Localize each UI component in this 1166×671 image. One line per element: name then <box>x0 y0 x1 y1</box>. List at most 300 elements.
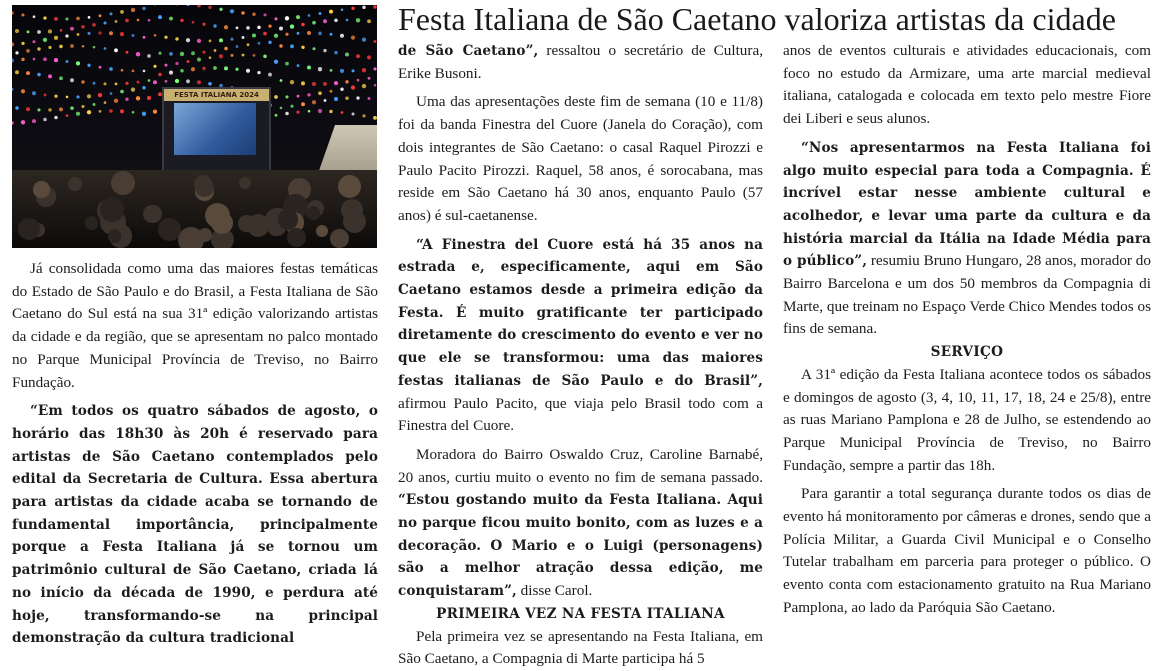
light-bulb <box>230 9 234 13</box>
light-bulb <box>175 37 178 40</box>
crowd-head <box>195 178 214 197</box>
light-bulb <box>334 81 338 85</box>
light-bulb <box>285 33 288 36</box>
light-bulb <box>301 23 304 26</box>
light-bulb <box>362 68 366 72</box>
light-bulb <box>81 25 84 28</box>
light-bulb <box>164 36 167 39</box>
light-bulb <box>59 76 63 80</box>
light-bulb <box>109 67 113 71</box>
light-bulb <box>275 114 278 117</box>
crowd-head <box>338 175 361 198</box>
light-bulb <box>27 30 30 33</box>
article-column-1 <box>12 258 378 650</box>
light-bulb <box>329 10 333 14</box>
light-bulb <box>26 107 30 111</box>
light-bulb <box>290 80 294 84</box>
light-bulb <box>280 79 283 82</box>
crowd-head <box>108 229 122 243</box>
light-bulb <box>187 60 190 63</box>
festival-stage <box>162 87 271 181</box>
light-bulb <box>351 36 355 40</box>
light-bulb <box>356 54 360 58</box>
light-bulb <box>43 16 46 19</box>
light-bulb <box>15 29 19 33</box>
light-bulb <box>93 82 96 85</box>
article-column-3 <box>783 40 1151 620</box>
light-bulb <box>297 64 300 67</box>
paragraph: A 31ª edição da Festa Italiana acontece todos os sábados e domingos de agosto (3, 4, 10, 11, 17, 18, 24 e 25/8), entre as ruas Mariano Pamplona e 28 de Julho, se estendendo ao Parque Municipal Província de Treviso, no Bairro Fundação, sempre a partir das 18h. <box>783 364 1151 478</box>
paragraph <box>398 444 763 603</box>
light-bulb <box>323 19 327 23</box>
light-bulb <box>70 27 74 31</box>
light-bulb <box>143 70 146 73</box>
crowd <box>12 170 377 248</box>
quote-paragraph <box>12 400 378 650</box>
light-bulb <box>121 69 124 72</box>
light-bulb <box>147 96 151 100</box>
light-bulb <box>351 85 355 89</box>
article-column-2 <box>398 40 763 671</box>
paragraph: Para garantir a total segurança durante todos os dias de evento há monitoramento por câmeras e drones, sendo que a Polícia Militar, a Guarda Civil Municipal e o Conselho Tutelar trabalham em parceria para proteger o público. O evento conta com estacionamento gratuito na Rua Mariano Pamplona, ao lado da Paróquia São Caetano. <box>783 483 1151 619</box>
light-bulb <box>346 19 349 22</box>
light-bulb <box>33 15 36 18</box>
light-bulb <box>368 97 371 100</box>
light-bulb <box>66 114 69 117</box>
light-bulb <box>341 8 344 11</box>
light-bulb <box>312 21 316 25</box>
light-bulb <box>115 82 118 85</box>
light-bulb <box>70 78 74 82</box>
crowd-head <box>33 181 49 197</box>
light-bulb <box>301 102 305 106</box>
light-bulb <box>268 73 272 77</box>
light-bulb <box>87 64 90 67</box>
light-bulb <box>12 42 14 46</box>
paragraph: Uma das apresentações deste fim de semana (10 e 11/8) foi da banda Finestra del Cuore (Janela do Coração), com dois integrantes de São Caetano: o casal Raquel Pirozzi e Paulo Pacito Pirozzi. Raquel, 58 anos, é sorocabana, mas reside em São Caetano há 30 anos, enquanto Paulo (57 anos) é sul-caetanense. <box>398 91 763 227</box>
light-bulb <box>351 7 354 10</box>
light-bulb <box>158 73 162 77</box>
light-bulb <box>362 6 365 9</box>
light-bulb <box>76 112 80 116</box>
light-bulb <box>175 79 179 83</box>
light-bulb <box>98 93 102 97</box>
light-bulb <box>114 48 118 52</box>
attribution: disse Carol. <box>517 582 593 599</box>
light-bulb <box>362 114 365 117</box>
light-bulb <box>131 8 135 12</box>
light-bulb <box>214 49 217 52</box>
light-bulb <box>263 13 266 16</box>
light-bulb <box>241 11 244 14</box>
light-bulb <box>268 41 271 44</box>
light-bulb <box>374 84 377 87</box>
light-bulb <box>21 89 25 93</box>
light-bulb <box>21 42 24 45</box>
light-bulb <box>131 34 134 37</box>
light-bulb <box>26 49 30 53</box>
subheading: SERVIÇO <box>783 341 1151 364</box>
light-bulb <box>340 69 344 73</box>
light-bulb <box>137 81 140 84</box>
light-bulb <box>148 19 151 22</box>
light-bulb <box>236 26 239 29</box>
attribution: afirmou Paulo Pacito, que viaja pelo Brasil todo com a Finestra del Cuore. <box>398 395 763 435</box>
light-bulb <box>126 51 129 54</box>
crowd-head <box>178 227 204 248</box>
paragraph: Pela primeira vez se apresentando na Festa Italiana, em São Caetano, a Compagnia di Marte participa há 5 <box>398 626 763 671</box>
light-bulb <box>147 54 151 58</box>
crowd-head <box>68 177 82 191</box>
light-bulb <box>279 44 282 47</box>
paragraph: Já consolidada como uma das maiores festas temáticas do Estado de São Paulo e do Brasil, a Festa Italiana de São Caetano do Sul está na sua 31ª edição valorizando artistas da cidade e da região, que se apresentam no palco montado no Parque Municipal Província de Treviso, no Bairro Fundação. <box>12 258 378 394</box>
quote-paragraph <box>783 137 1151 341</box>
light-bulb <box>21 120 25 124</box>
light-bulb <box>109 109 113 113</box>
light-bulb <box>280 107 283 110</box>
light-bulb <box>307 93 310 96</box>
light-bulb <box>110 12 113 15</box>
light-bulb <box>54 116 57 119</box>
light-bulb <box>219 54 223 58</box>
light-bulb <box>109 31 113 35</box>
light-bulb <box>236 45 239 48</box>
light-bulb <box>279 26 283 30</box>
light-bulb <box>285 16 289 20</box>
light-bulb <box>330 33 333 36</box>
light-bulb <box>202 51 205 54</box>
light-bulb <box>104 101 107 104</box>
light-bulb <box>208 6 211 9</box>
light-bulb <box>120 109 124 113</box>
light-bulb <box>357 79 360 82</box>
crowd-head <box>158 218 181 241</box>
light-bulb <box>323 49 326 52</box>
light-bulb <box>12 121 14 124</box>
light-bulb <box>110 92 113 95</box>
light-bulb <box>87 94 91 98</box>
light-bulb <box>136 96 140 100</box>
quote-text: “Nos apresentarmos na Festa Italiana foi algo muito especial para toda a Compagnia. É incrível estar nesse ambiente cultural e acolhedor, e levar uma parte da cultura e da história marcial da Itália na Idade Média para o público”, <box>783 140 1151 270</box>
light-bulb <box>54 17 58 21</box>
light-bulb <box>65 34 68 37</box>
light-bulb <box>318 31 322 35</box>
light-bulb <box>44 94 47 97</box>
light-bulb <box>197 57 201 61</box>
light-bulb <box>180 52 184 56</box>
quote-text: “Estou gostando muito da Festa Italiana. Aqui no parque ficou muito bonito, com as luzes e a decoração. O Mario e o Luigi (personagens) são a melhor atração dessa edição, me conquistaram”, <box>398 492 763 599</box>
quote-text: “A Finestra del Cuore está há 35 anos na estrada e, especificamente, aqui em São Caetano estamos desde a primeira edição da Festa. É muito gratificante ter participado diretamente do crescimento do evento e ver no que ele se transformou: uma das maiores festas italianas de São Paulo e do Brasil”, <box>398 237 763 389</box>
crowd-head <box>18 218 40 240</box>
light-bulb <box>125 98 128 101</box>
light-bulb <box>32 119 36 123</box>
light-bulb <box>330 69 333 72</box>
light-bulb <box>334 97 338 101</box>
light-bulb <box>202 67 205 70</box>
light-bulb <box>88 16 91 19</box>
light-bulb <box>345 53 349 57</box>
light-bulb <box>48 46 51 49</box>
light-bulb <box>356 18 360 22</box>
crowd-head <box>306 206 320 220</box>
light-bulb <box>257 26 260 29</box>
light-bulb <box>351 69 354 72</box>
light-bulb <box>285 112 289 116</box>
light-bulb <box>242 54 245 57</box>
light-bulb <box>26 71 30 75</box>
light-bulb <box>252 34 256 38</box>
crowd-head <box>330 229 349 248</box>
light-bulb <box>373 67 376 70</box>
light-bulb <box>197 39 201 43</box>
light-bulb <box>21 58 24 61</box>
light-bulb <box>224 25 228 29</box>
light-bulb <box>307 31 311 35</box>
light-bulb <box>120 10 124 14</box>
light-bulb <box>81 105 84 108</box>
light-bulb <box>246 26 249 29</box>
light-bulb <box>247 43 250 46</box>
light-bulb <box>143 36 146 39</box>
light-bulb <box>114 99 118 103</box>
light-bulb <box>92 23 95 26</box>
light-bulb <box>142 7 146 11</box>
light-bulb <box>158 52 161 55</box>
light-bulb <box>224 47 228 51</box>
light-bulb <box>92 103 95 106</box>
light-bulb <box>137 19 140 22</box>
light-bulb <box>33 58 36 61</box>
light-bulb <box>219 38 223 42</box>
light-bulb <box>312 100 316 104</box>
light-bulb <box>373 116 377 120</box>
light-bulb <box>158 15 162 19</box>
light-bulb <box>48 74 52 78</box>
light-bulb <box>274 34 278 38</box>
light-bulb <box>209 40 212 43</box>
light-bulb <box>15 106 18 109</box>
quote-text: “Em todos os quatro sábados de agosto, o horário das 18h30 às 20h é reservado para artistas de São Caetano contemplados pelo edital da Secretaria de Cultura. Essa abertura para artistas da cidade acaba se tornando de fundamental importância, principalmente porque a Festa Italiana já se tornou um patrimônio cultural de São Caetano, criada lá no início da década de 1990, e perdura até hoje, transformando-se na principal demonstração da cultura tradicional <box>12 403 378 646</box>
attribution: resumiu Bruno Hungaro, 28 anos, morador do Bairro Barcelona e um dos 50 membros da Compagnia di Marte, que treinam no Espaço Verde Chico Mendes todos os fins de semana. <box>783 252 1151 337</box>
light-bulb <box>81 80 84 83</box>
light-bulb <box>308 14 311 17</box>
light-bulb <box>297 95 300 98</box>
light-bulb <box>43 38 47 42</box>
light-bulb <box>43 118 47 122</box>
light-bulb <box>21 13 24 16</box>
light-bulb <box>148 79 151 82</box>
light-bulb <box>192 21 195 24</box>
light-bulb <box>99 66 102 69</box>
light-bulb <box>258 42 261 45</box>
light-bulb <box>70 106 74 110</box>
light-bulb <box>54 36 58 40</box>
light-bulb <box>60 29 63 32</box>
light-bulb <box>186 79 190 83</box>
light-bulb <box>202 23 205 26</box>
light-bulb <box>65 17 68 20</box>
light-bulb <box>296 15 300 19</box>
light-bulb <box>169 17 173 21</box>
paragraph <box>398 40 763 85</box>
light-bulb <box>373 40 376 43</box>
light-bulb <box>246 69 250 73</box>
light-bulb <box>153 109 157 113</box>
light-bulb <box>15 70 19 74</box>
light-bulb <box>345 97 348 100</box>
light-bulb <box>43 57 47 61</box>
crowd-head <box>239 177 252 190</box>
light-bulb <box>268 24 271 27</box>
light-bulb <box>12 11 14 14</box>
light-bulb <box>180 69 184 73</box>
light-bulb <box>115 20 118 23</box>
light-bulb <box>82 45 85 48</box>
light-bulb <box>120 32 124 36</box>
light-bulb <box>142 86 146 90</box>
light-bulb <box>312 47 315 50</box>
light-bulb <box>125 82 128 85</box>
light-bulb <box>103 21 106 24</box>
light-bulb <box>312 82 316 86</box>
light-bulb <box>274 95 278 99</box>
light-bulb <box>132 70 135 73</box>
light-bulb <box>153 80 157 84</box>
light-bulb <box>219 8 222 11</box>
light-bulb <box>213 24 216 27</box>
light-bulb <box>104 47 107 50</box>
light-bulb <box>356 96 359 99</box>
quote-paragraph <box>398 234 763 438</box>
light-bulb <box>341 111 344 114</box>
light-bulb <box>32 40 35 43</box>
light-bulb <box>48 108 51 111</box>
light-bulb <box>37 73 41 77</box>
light-bulb <box>154 34 157 37</box>
light-bulb <box>242 36 245 39</box>
light-bulb <box>180 19 183 22</box>
light-bulb <box>340 34 344 38</box>
light-bulb <box>103 82 106 85</box>
light-bulb <box>197 5 201 7</box>
light-bulb <box>230 38 233 41</box>
crowd-head <box>111 171 135 195</box>
light-bulb <box>65 60 68 63</box>
light-bulb <box>351 113 354 116</box>
light-bulb <box>142 112 146 116</box>
light-bulb <box>263 54 267 58</box>
crowd-head <box>316 225 328 237</box>
light-bulb <box>285 95 288 98</box>
light-bulb <box>318 109 322 113</box>
light-bulb <box>224 66 228 70</box>
light-bulb <box>186 38 190 42</box>
light-bulb <box>12 59 14 63</box>
crowd-head <box>100 197 124 221</box>
crowd-head <box>85 216 99 230</box>
light-bulb <box>297 32 300 35</box>
light-bulb <box>252 12 255 15</box>
light-bulb <box>263 32 267 36</box>
article-headline: Festa Italiana de São Caetano valoriza artistas da cidade <box>398 0 1158 38</box>
quote-text: de São Caetano”, <box>398 43 538 59</box>
light-bulb <box>197 80 201 84</box>
light-bulb <box>301 46 304 49</box>
light-bulb <box>37 108 40 111</box>
light-bulb <box>329 110 332 113</box>
light-bulb <box>59 45 63 49</box>
light-bulb <box>307 66 311 70</box>
light-bulb <box>285 62 289 66</box>
paragraph: anos de eventos culturais e atividades educacionais, com foco no estudo da Armizare, uma arte marcial medieval italiana, catalogada e colocada em texto pelo mestre Fiore dei Liberi e seus alunos. <box>783 40 1151 131</box>
light-bulb <box>362 84 366 88</box>
light-bulb <box>191 67 195 71</box>
paragraph-lead: Moradora do Bairro Oswaldo Cruz, Caroline Barnabé, 20 anos, curtiu muito o evento no fim de semana passado. <box>398 446 763 486</box>
light-bulb <box>175 62 178 65</box>
light-bulb <box>37 30 41 34</box>
light-bulb <box>319 12 322 15</box>
light-bulb <box>76 61 80 65</box>
light-bulb <box>15 51 18 54</box>
light-bulb <box>368 77 371 80</box>
light-bulb <box>323 82 327 86</box>
light-bulb <box>87 32 90 35</box>
light-bulb <box>48 29 52 33</box>
light-bulb <box>296 110 299 113</box>
light-bulb <box>330 90 333 93</box>
light-bulb <box>70 44 74 48</box>
light-bulb <box>191 51 195 55</box>
light-bulb <box>125 19 129 23</box>
light-bulb <box>54 95 57 98</box>
light-bulb <box>76 95 79 98</box>
light-bulb <box>318 91 322 95</box>
light-bulb <box>290 24 294 28</box>
crowd-head <box>341 199 363 221</box>
light-bulb <box>209 56 212 59</box>
light-bulb <box>367 19 371 23</box>
light-bulb <box>59 107 63 111</box>
light-bulb <box>274 17 277 20</box>
light-bulb <box>54 58 58 62</box>
light-bulb <box>164 64 167 67</box>
light-bulb <box>345 80 348 83</box>
light-bulb <box>257 71 260 74</box>
crowd-head <box>143 205 162 224</box>
light-bulb <box>131 87 135 91</box>
light-bulb <box>98 31 101 34</box>
light-bulb <box>66 96 69 99</box>
light-bulb <box>165 80 168 83</box>
light-bulb <box>290 105 293 108</box>
crowd-head <box>278 209 299 230</box>
light-bulb <box>136 52 140 56</box>
light-bulb <box>253 54 256 57</box>
light-bulb <box>334 19 337 22</box>
light-bulb <box>93 46 96 49</box>
light-bulb <box>301 81 305 85</box>
light-bulb <box>367 55 371 59</box>
light-bulb <box>290 44 294 48</box>
light-bulb <box>99 110 102 113</box>
light-bulb <box>373 5 376 8</box>
light-bulb <box>76 17 80 21</box>
light-bulb <box>77 33 80 36</box>
light-bulb <box>230 54 233 57</box>
crowd-head <box>287 228 306 247</box>
light-bulb <box>213 66 217 70</box>
light-bulb <box>169 52 173 56</box>
